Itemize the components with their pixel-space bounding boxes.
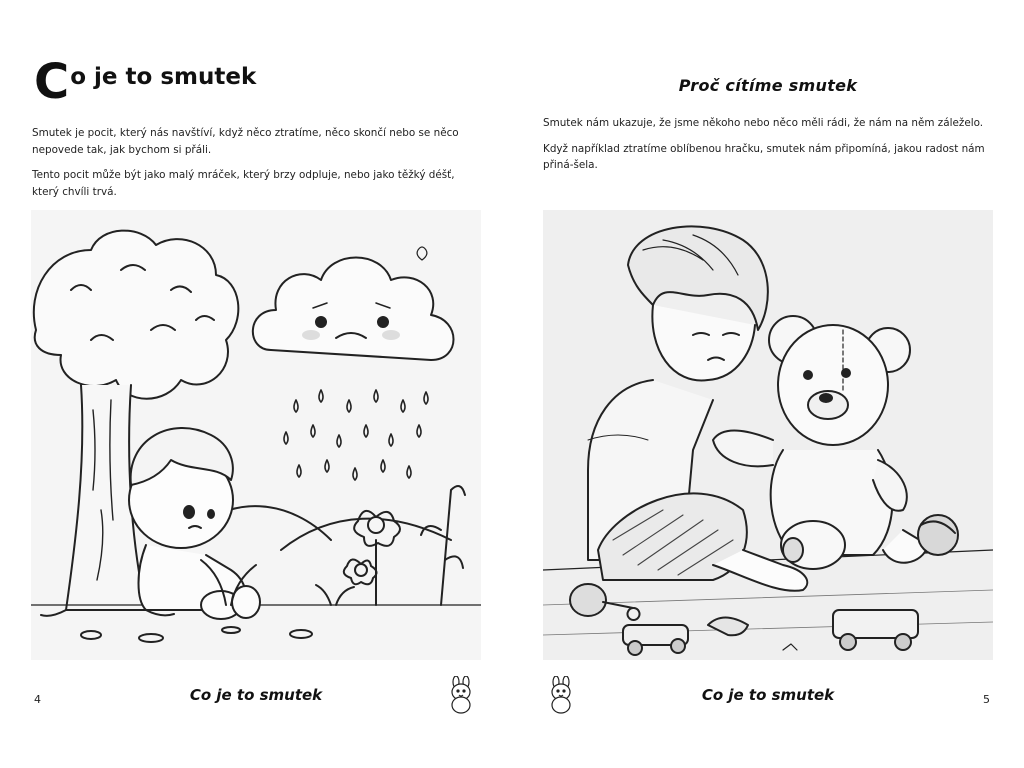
paragraph: Tento pocit může být jako malý mráček, který brzy odpluje, nebo jako těžký déšť, který chvíli trvá.: [32, 169, 455, 198]
title-drop-cap: C: [34, 54, 70, 110]
page-number: 4: [34, 693, 41, 706]
paragraph: Když například ztratíme oblíbenou hračku, smutek nám připomíná, jakou radost nám přiná-šela.: [543, 142, 985, 171]
footer-title: Co je to smutek: [701, 686, 835, 704]
paragraph: Smutek nám ukazuje, že jsme někoho nebo něco měli rádi, že nám na něm záleželo.: [543, 117, 984, 129]
illustration-sad-child-under-tree: [31, 210, 481, 660]
left-body-text: [32, 125, 484, 209]
paragraph: Smutek je pocit, který nás navštíví, když něco ztratíme, něco skončí nebo se něco nepovede tak, jak bychom si přáli.: [32, 127, 459, 156]
illustration-child-with-teddy-bear: [543, 210, 993, 660]
bunny-icon: [445, 676, 477, 714]
page-number: 5: [983, 693, 990, 706]
section-subtitle: Proč cítíme smutek: [678, 76, 858, 95]
right-page: [512, 0, 1024, 768]
page-title: [34, 54, 257, 110]
coloring-illustration: [543, 210, 993, 660]
coloring-illustration: [31, 210, 481, 660]
footer-title: Co je to smutek: [189, 686, 323, 704]
title-text: o je to smutek: [70, 64, 257, 90]
right-body-text: [543, 115, 998, 183]
